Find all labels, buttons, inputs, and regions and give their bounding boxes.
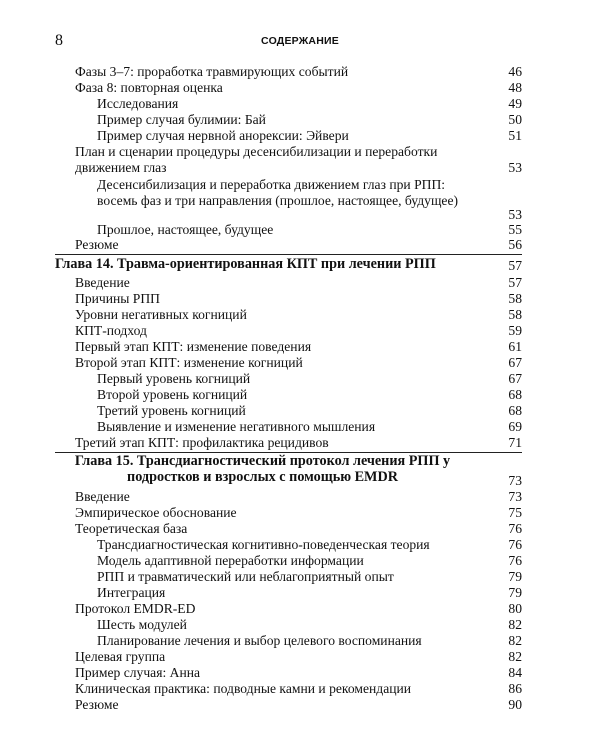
toc-entry-page: 80 (508, 601, 522, 616)
toc-entry-page: 58 (508, 291, 522, 306)
toc-entry-title: Фаза 8: повторная оценка (75, 80, 223, 95)
toc-entry-title: Протокол EMDR-ED (75, 601, 196, 616)
toc-entry-title: Резюме (75, 237, 119, 252)
toc-entry (75, 601, 475, 617)
toc-entry-page: 90 (508, 697, 522, 712)
toc-entry-page: 67 (508, 371, 522, 386)
toc-entry-page: 68 (508, 387, 522, 402)
toc-entry-page: 53 (508, 160, 522, 175)
toc-entry (75, 64, 475, 80)
page-number: 8 (55, 32, 63, 49)
toc-entry-page: 67 (508, 355, 522, 370)
toc-entry-title: Трансдиагностическая когнитивно-поведенческая теория (97, 537, 430, 552)
toc-entry-page: 59 (508, 323, 522, 338)
toc-entry (97, 128, 477, 144)
toc-entry (75, 665, 475, 681)
toc-entry-page: 73 (508, 473, 522, 488)
toc-entry (75, 489, 475, 505)
toc-entry (97, 537, 477, 553)
toc-entry (97, 112, 477, 128)
toc-entry-title: Прошлое, настоящее, будущее (97, 222, 274, 237)
toc-entry (75, 291, 475, 307)
toc-entry-page: 55 (508, 222, 522, 237)
toc-entry (97, 387, 477, 403)
toc-entry-page: 86 (508, 681, 522, 696)
toc-entry-title: Планирование лечения и выбор целевого воспоминания (97, 633, 422, 648)
toc-entry (75, 649, 475, 665)
toc-entry-page: 46 (508, 64, 522, 79)
toc-entry-title: Первый уровень когниций (97, 371, 251, 386)
toc-entry (75, 275, 475, 291)
toc-entry (75, 237, 475, 253)
toc-entry-page: 84 (508, 665, 522, 680)
toc-entry (97, 585, 477, 601)
toc-entry-title: Резюме (75, 697, 119, 712)
toc-entry-title: Клиническая практика: подводные камни и рекомендации (75, 681, 412, 696)
toc-chapter (55, 454, 470, 485)
toc-entry-page: 82 (508, 649, 522, 664)
toc-entry-page: 76 (508, 553, 522, 568)
toc-entry-title: Введение (75, 489, 130, 504)
toc-entry-title: Эмпирическое обоснование (75, 505, 237, 520)
toc-entry (97, 177, 472, 208)
toc-entry-title: План и сценарии процедуры десенсибилизации и переработки движением глаз (75, 144, 438, 175)
toc-entry-title: Третий уровень когниций (97, 403, 246, 418)
toc-entry-title: Выявление и изменение негативного мышления (97, 419, 376, 434)
toc-entry-page: 68 (508, 403, 522, 418)
toc-entry (97, 371, 477, 387)
page-header (0, 31, 600, 51)
toc-entry-page: 61 (508, 339, 522, 354)
toc-entry-page: 76 (508, 521, 522, 536)
toc-entry-title: Фазы 3–7: проработка травмирующих событий (75, 64, 349, 79)
running-head: СОДЕРЖАНИЕ (261, 35, 339, 47)
toc-entry-title: Модель адаптивной переработки информации (97, 553, 364, 568)
toc-entry-title: Пример случая: Анна (75, 665, 201, 680)
toc-entry-page: 69 (508, 419, 522, 434)
toc-entry-title: Десенсибилизация и переработка движением глаз при РПП: восемь фаз и три направления (прошлое, настоящее, будущее) (97, 177, 459, 208)
toc-entry (75, 697, 475, 713)
toc-entry (97, 553, 477, 569)
toc-entry-title: Второй уровень когниций (97, 387, 248, 402)
toc-entry-page: 48 (508, 80, 522, 95)
toc-chapter-title: Глава 14. Травма-ориентированная КПТ при лечении РПП (55, 256, 436, 272)
toc-entry-page: 75 (508, 505, 522, 520)
toc-entry (97, 96, 477, 112)
toc-entry-page: 76 (508, 537, 522, 552)
toc-chapter (55, 257, 475, 273)
toc-entry-title: Второй этап КПТ: изменение когниций (75, 355, 303, 370)
toc-entry-title: Введение (75, 275, 130, 290)
toc-entry-page: 56 (508, 237, 522, 252)
chapter-divider (55, 254, 522, 255)
toc-entry-page: 58 (508, 307, 522, 322)
toc-entry-title: Уровни негативных когниций (75, 307, 247, 322)
toc-entry (97, 633, 477, 649)
toc-entry (75, 505, 475, 521)
toc-entry-title: Теоретическая база (75, 521, 188, 536)
toc-entry-title: РПП и травматический или неблагоприятный опыт (97, 569, 394, 584)
toc-entry-title: Пример случая нервной анорексии: Эйвери (97, 128, 349, 143)
toc-entry-title: КПТ-подход (75, 323, 147, 338)
toc-chapter-title: Глава 15. Трансдиагностический протокол лечения РПП у подростков и взрослых с помощью EMDR (74, 453, 451, 485)
toc-entry-page: 50 (508, 112, 522, 127)
toc-entry (97, 419, 477, 435)
toc-entry (75, 144, 475, 175)
toc-entry-page: 79 (508, 569, 522, 584)
toc-entry (75, 323, 475, 339)
toc-entry (75, 355, 475, 371)
toc-entry-title: Причины РПП (75, 291, 161, 306)
toc-entry (75, 435, 475, 451)
toc-entry-page: 57 (508, 258, 522, 273)
toc-entry-page: 51 (508, 128, 522, 143)
toc-entry-title: Пример случая булимии: Бай (97, 112, 266, 127)
toc-entry (75, 681, 475, 697)
toc-entry (75, 307, 475, 323)
toc-entry (97, 569, 477, 585)
toc-entry-title: Исследования (97, 96, 179, 111)
toc-entry-title: Целевая группа (75, 649, 166, 664)
toc-entry (75, 80, 475, 96)
toc-entry (75, 521, 475, 537)
toc-entry-title: Третий этап КПТ: профилактика рецидивов (75, 435, 329, 450)
toc-entry-page: 82 (508, 617, 522, 632)
toc-entry-page: 73 (508, 489, 522, 504)
toc-entry (97, 617, 477, 633)
toc-entry-title: Интеграция (97, 585, 166, 600)
toc-entry-page: 57 (508, 275, 522, 290)
toc-entry-title: Шесть модулей (97, 617, 187, 632)
toc-entry-page: 71 (508, 435, 522, 450)
toc-entry (97, 222, 477, 238)
toc-entry-page: 82 (508, 633, 522, 648)
toc-entry-title: Первый этап КПТ: изменение поведения (75, 339, 312, 354)
toc-entry (97, 403, 477, 419)
toc-entry-page: 49 (508, 96, 522, 111)
toc-entry-page: 53 (508, 207, 522, 222)
toc-entry (75, 339, 475, 355)
toc-entry-page: 79 (508, 585, 522, 600)
